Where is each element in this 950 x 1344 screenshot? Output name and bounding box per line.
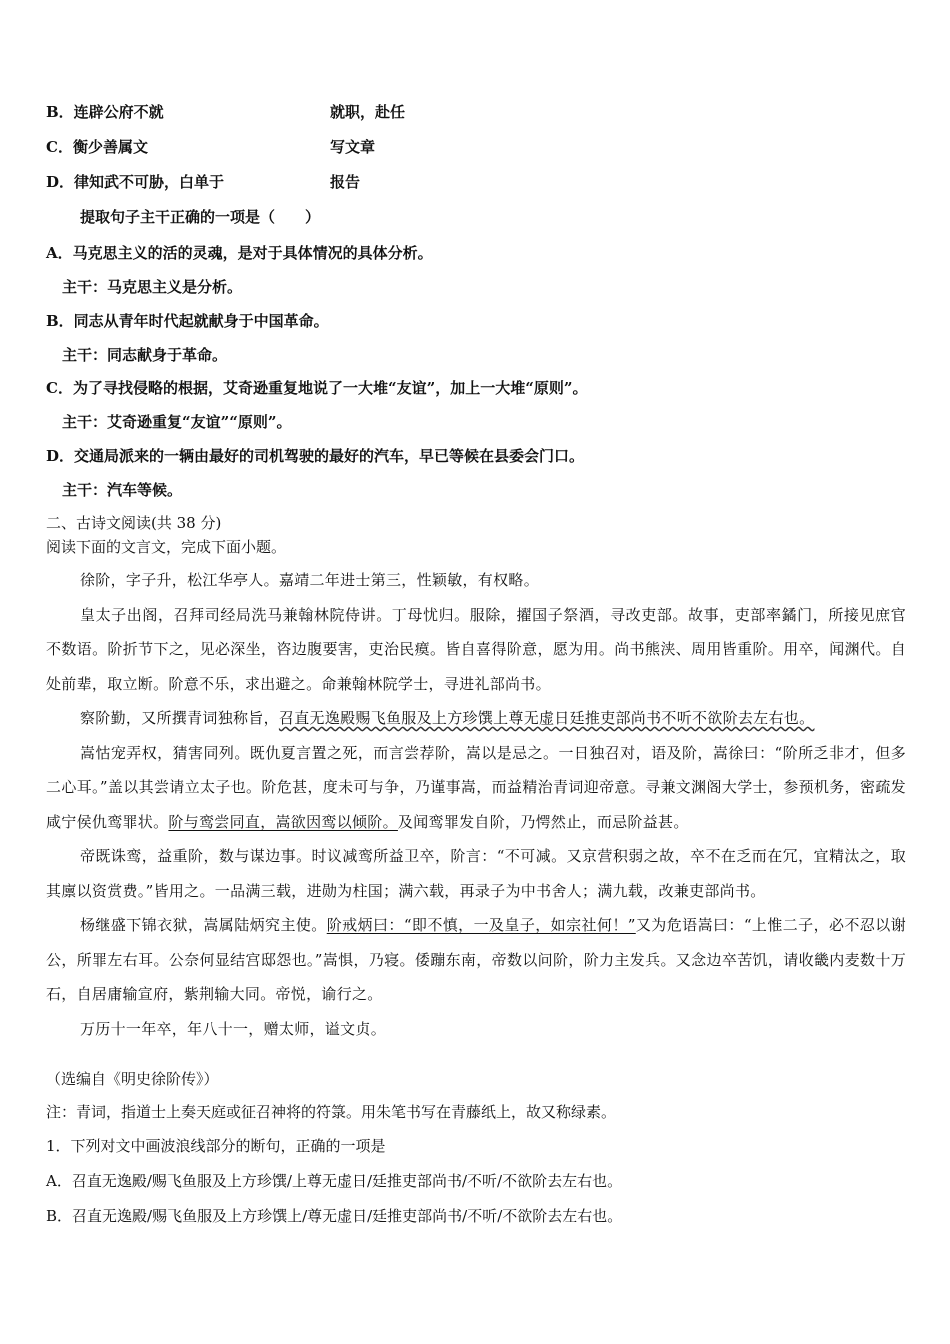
passage-p4-pre: 嵩怙宠弄权，猜害同列。既仇夏言置之死，而言尝荐阶，嵩以是忌之。一日独召对，语及阶，嵩徐曰：“阶所乏非才，但多二心耳。”盖以其尝请立太子也。阶危甚，度未可与争，乃谨事嵩，而益精治青词迎帝意。寻兼文渊阁大学士，参预机务，密疏发咸宁侯仇鸾罪状。 — [46, 743, 906, 831]
passage — [46, 563, 906, 1046]
trunk-option-c-answer: 主干：艾奇逊重复“友谊”“原则”。 — [62, 413, 292, 431]
passage-paragraph-5: 帝既诛鸾，益重阶，数与谋边事。时议减鸾所益卫卒，阶言：“不可减。又京营积弱之故，卒不在乏而在冗，宜精汰之，取其廪以资赏费。”皆用之。一品满三载，进勋为柱国；满六载，再录子为中书舍人；满九载，改兼吏部尚书。 — [46, 847, 906, 900]
question-1-option-b: B．召直无逸殿/赐飞鱼服及上方珍馔上/尊无虚日/廷推吏部尚书/不听/不欲阶去左右也。 — [46, 1207, 623, 1225]
question-1-stem: 1．下列对文中画波浪线部分的断句，正确的一项是 — [46, 1137, 386, 1155]
underlined-sentence-2: 阶戒炳曰：“即不慎，一及皇子，如宗社何！” — [326, 916, 636, 934]
option-b-row — [46, 101, 406, 123]
option-d-label: D．律知武不可胁，白单于 — [46, 173, 225, 191]
wavy-underlined-sentence: 召直无逸殿赐飞鱼服及上方珍馔上尊无虚日廷推吏部尚书不听不欲阶去左右也。 — [278, 709, 815, 727]
trunk-option-d: D．交通局派来的一辆由最好的司机驾驶的最好的汽车，早已等候在县委会门口。 — [46, 447, 585, 465]
option-c-row — [46, 136, 376, 158]
option-b-gloss: 就职，赴任 — [330, 103, 406, 121]
passage-note: 注：青词，指道士上奏天庭或征召神将的符箓。用朱笔书写在青藤纸上，故又称绿素。 — [46, 1103, 617, 1121]
underlined-sentence-1: 阶与鸾尝同直，嵩欲因鸾以倾阶。 — [168, 812, 398, 831]
trunk-option-a: A．马克思主义的活的灵魂，是对于具体情况的具体分析。 — [46, 244, 433, 262]
trunk-option-a-answer: 主干：马克思主义是分析。 — [62, 278, 243, 296]
option-c-gloss: 写文章 — [330, 138, 376, 156]
trunk-option-b: B．同志从青年时代起就献身于中国革命。 — [46, 312, 329, 330]
passage-paragraph-7: 万历十一年卒，年八十一，赠太师，谥文贞。 — [80, 1019, 387, 1038]
passage-paragraph-2: 皇太子出阁，召拜司经局洗马兼翰林院侍讲。丁母忧归。服除，擢国子祭酒，寻改吏部。故事，吏部率鐍门，所接见庶官不数语。阶折节下之，见必深坐，咨边腹要害，吏治民瘼。皆自喜得阶意，愿为用。尚书熊浃、周用皆重阶。用卒，闻渊代。自处前辈，取立断。阶意不乐，求出避之。命兼翰林院学士，寻进礼部尚书。 — [46, 605, 906, 693]
option-d-row — [46, 171, 361, 193]
passage-p6-pre: 杨继盛下锦衣狱，嵩属陆炳究主使。 — [80, 916, 327, 934]
passage-p4-post: 及闻鸾罪发自阶，乃愕然止，而忌阶益甚。 — [397, 812, 689, 831]
section-heading: 二、古诗文阅读(共 38 分) — [46, 514, 222, 532]
question-1-option-a: A．召直无逸殿/赐飞鱼服及上方珍馔/上尊无虚日/廷推吏部尚书/不听/不欲阶去左右也。 — [46, 1172, 623, 1190]
trunk-option-d-answer: 主干：汽车等候。 — [62, 481, 183, 499]
passage-paragraph-4 — [46, 736, 906, 840]
option-c-label: C．衡少善属文 — [46, 138, 148, 156]
passage-paragraph-6 — [46, 908, 906, 1012]
trunk-option-c: C．为了寻找侵略的根据，艾奇逊重复地说了一大堆“友谊”，加上一大堆“原则”。 — [46, 379, 588, 397]
passage-paragraph-1: 徐阶，字子升，松江华亭人。嘉靖二年进士第三，性颖敏，有权略。 — [80, 571, 540, 589]
passage-p6-post: 又为危语嵩曰：“上惟二子，必不忍以谢公，所罪左右耳。公奈何显结宫邸怨也。”嵩惧，乃寝。倭蹦东南，帝数以问阶，阶力主发兵。又念边卒苦饥，请收畿内麦数十万石，自居庸输宣府，紫荆输大同。帝悦，谕行之。 — [46, 916, 906, 1003]
option-b-label: B．连辟公府不就 — [46, 103, 164, 121]
section-instruction: 阅读下面的文言文，完成下面小题。 — [46, 538, 287, 556]
option-d-gloss: 报告 — [330, 173, 361, 191]
trunk-question-stem: 提取句子主干正确的一项是（ ） — [80, 208, 321, 226]
passage-source: （选编自《明史徐阶传》） — [46, 1070, 219, 1088]
trunk-option-b-answer: 主干：同志献身于革命。 — [62, 346, 228, 364]
passage-paragraph-3 — [46, 701, 906, 736]
passage-p3-pre: 察阶勤，又所撰青词独称旨， — [80, 709, 279, 727]
